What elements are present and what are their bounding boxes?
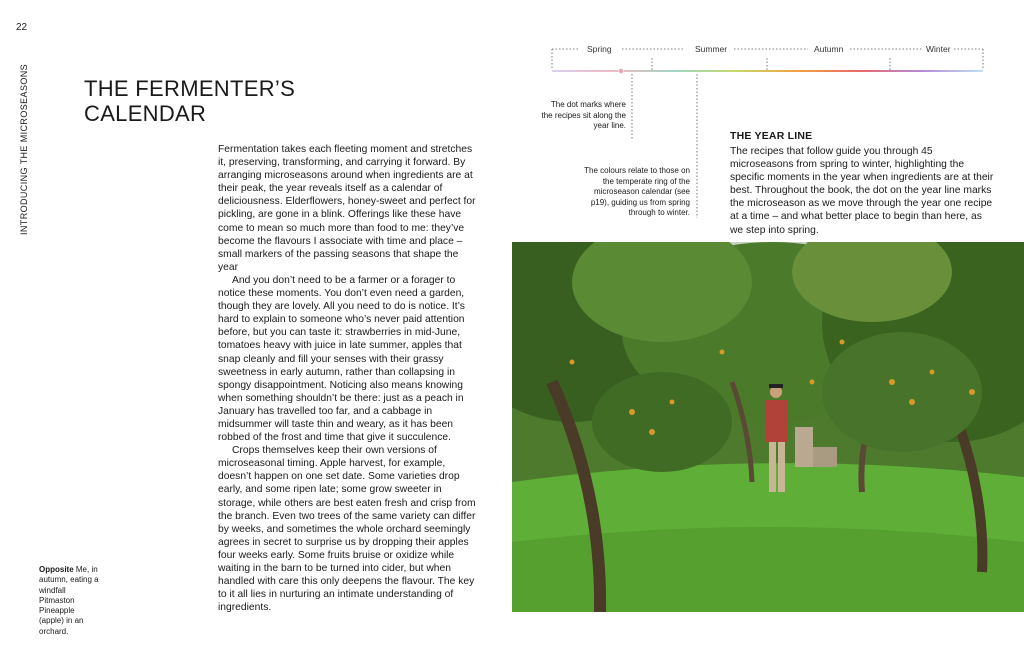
year-line-heading: THE YEAR LINE: [730, 130, 813, 142]
season-label-summer: Summer: [695, 44, 728, 54]
title-line-2: CALENDAR: [84, 101, 207, 126]
year-line-text: The recipes that follow guide you through 45 microseasons from spring to winter, highlighting the specific moments in the year when ingredients are at their best. Throughout the book, the dot on the year line marks the microseason as we move through the year one recipe at a time – and what better place to begin than here, as we step into spring.: [730, 146, 994, 236]
title-line-1: THE FERMENTER’S: [84, 76, 296, 101]
season-label-winter: Winter: [926, 44, 951, 54]
year-line-dot: [618, 68, 623, 73]
orchard-photo: [512, 242, 1024, 612]
section-label: INTRODUCING THE MICROSEASONS: [19, 63, 29, 235]
page-title: [84, 76, 295, 126]
annotation-dot: The dot marks where the recipes sit along the year line.: [541, 100, 626, 130]
season-label-spring: Spring: [587, 44, 612, 54]
body-paragraph: And you don’t need to be a farmer or a forager to notice these moments. You don’t even need a garden, though they are lovely. All you need to do is notice. It’s hard to explain to someone who’s never paid attention before, but you can taste it: strawberries in mid-June, tomatoes heavy with juice in late summer, apples that snap cleanly and fill your senses with their grassy sweetness in early autumn, rather than collapsing in spongy disappointment. Noticing also means knowing when something shouldn’t be there: just as a peach in January has travelled too far, and a cabbage in midsummer will taste thin and weary, as it has been robbed of the frost and time that give it succulence.: [218, 274, 465, 444]
body-paragraph: Crops themselves keep their own versions of microseasonal timing. Apple harvest, for example, doesn’t happen on one set date. Some varieties drop early, and some ripen late; some grow sweeter in storage, while others are best eaten fresh and crisp from the branch. Even two trees of the same variety can differ by weeks, and sometimes the whole orchard seemingly agrees in secret to surprise us by dropping their apples four weeks early. Some fruits bruise or oxidize while waiting in the barn to be turned into cider, but when handled with care this only deepens the flavour. The key to it all lies in nurturing an intimate understanding of ingredients.: [218, 445, 476, 614]
section-label-column: [12, 40, 29, 235]
annotation-colours: The colours relate to those on the temperate ring of the microseason calendar (see p19), guiding us from spring through to winter.: [584, 166, 690, 217]
season-label-autumn: Autumn: [814, 44, 844, 54]
body-text: [218, 143, 476, 614]
photo-caption: [39, 565, 101, 637]
year-line-bar: [552, 70, 983, 72]
caption-lead: Opposite: [39, 565, 74, 574]
body-paragraph: Fermentation takes each fleeting moment and stretches it, preserving, transforming, and carrying it forward. By arranging microseasons around when ingredients are at their peak, the year reveals itself as a calendar of deliciousness. Elderflowers, honey-sweet and perfect for pickling, are gone in a blink. Offerings like these have come to mean so much more than food to me: they’ve become the flavours I associate with time and place – small markers of the passing seasons that shape the year: [218, 144, 476, 273]
caption-text: Me, in autumn, eating a windfall Pitmaston Pineapple (apple) in an orchard.: [39, 565, 99, 636]
page-number: 22: [16, 22, 28, 33]
